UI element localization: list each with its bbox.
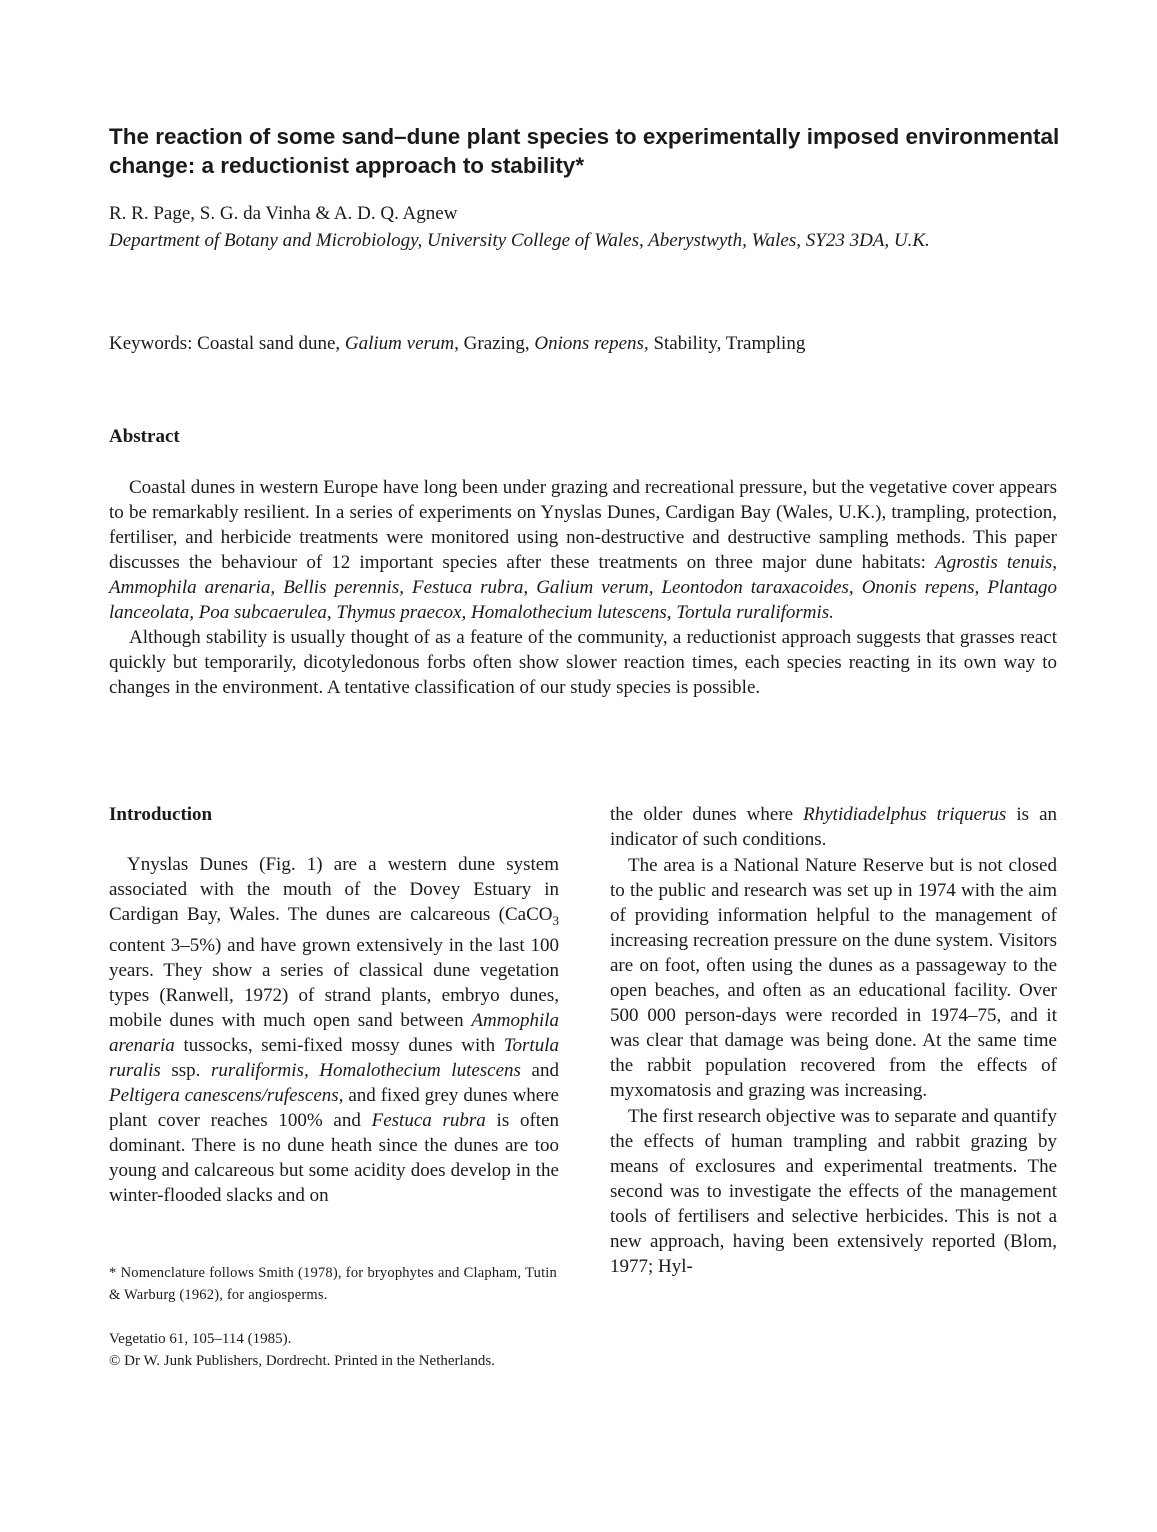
left-column [109,852,559,1208]
citation-volume: Vegetatio 61, 105–114 (1985). [109,1331,292,1347]
intro-paragraph-continued: the older dunes where Rhytidiadelphus triquerus is an indicator of such conditions. [610,804,1058,850]
intro-paragraph: Ynyslas Dunes (Fig. 1) are a western dune system associated with the mouth of the Dovey Estuary in Cardigan Bay, Wales. The dunes are calcareous (CaCO$_3$ content 3–5%) and have grown extensively in the last 100 years. They show a series of classical dune vegetation types (Ranwell, 1972) of strand plants, embryo dunes, mobile dunes with much open sand between Ammophila arenaria tussocks, semi-fixed mossy dunes with Tortula ruralis ssp. ruraliformis, Homalothecium lutescens and Peltigera canescens/rufescens, and fixed grey dunes where plant cover reaches 100% and Festuca rubra is often dominant. There is no dune heath since the dunes are too young and calcareous but some acidity does develop in the winter-flooded slacks and on [109,854,560,1206]
keywords [109,331,1059,356]
keywords-label: Keywords: [109,333,193,354]
intro-paragraph: The area is a National Nature Reserve but is not closed to the public and research was set up in 1974 with the aim of providing information helpful to the management of increasing recreation pressure on the dune system. Visitors are on foot, often using the dunes as a passageway to the open beaches, and often as an educational facility. Over 500 000 person-days were recorded in 1974–75, and it was clear that damage was being done. At the same time the rabbit population recovered from the effects of myxomatosis and grazing was increasing. [610,855,1057,1101]
keyword: Trampling [725,333,806,354]
keyword: Galium verum, [344,333,459,354]
affiliation: Department of Botany and Microbiology, University College of Wales, Aberystwyth, Wales, SY23 3DA, U.K. [109,230,930,251]
journal-citation [109,1328,495,1372]
keyword: Stability, [653,333,722,354]
right-column [610,802,1057,1279]
citation-copyright: © Dr W. Junk Publishers, Dordrecht. Printed in the Netherlands. [109,1353,495,1369]
abstract-heading: Abstract [109,426,180,447]
abstract-paragraph: Although stability is usually thought of as a feature of the community, a reductionist approach suggests that grasses react quickly but temporarily, dicotyledonous forbs often show slower reaction times, each species reacting in its own way to changes in the environment. A tentative classification of our study species is possible. [109,627,1057,698]
intro-paragraph: The first research objective was to separate and quantify the effects of human trampling and rabbit grazing by means of exclosures and experimental treatments. The second was to investigate the effects of the management tools of fertilisers and selective herbicides. This is not a new approach, having been extensively reported (Blom, 1977; Hyl- [610,1106,1057,1277]
abstract-species-list: Agrostis tenuis, Ammophila arenaria, Bellis perennis, Festuca rubra, Galium verum, Leontodon taraxacoides, Ononis repens, Plantago lanceolata, Poa subcaerulea, Thymus praecox, Homalothecium lutescens, Tortula ruraliformis. [109,552,1058,623]
abstract-body [109,475,1057,700]
footnote: * Nomenclature follows Smith (1978), for bryophytes and Clapham, Tutin & Warburg (1962), for angiosperms. [109,1265,557,1303]
authors: R. R. Page, S. G. da Vinha & A. D. Q. Agnew [109,203,458,224]
keyword: Coastal sand dune, [197,333,341,354]
keyword: Onions repens, [534,333,649,354]
paper-title: The reaction of some sand–dune plant species to experimentally imposed environmental change: a reductionist approach to stability* [109,124,1060,178]
keyword: Grazing, [463,333,530,354]
abstract-paragraph: Coastal dunes in western Europe have long been under grazing and recreational pressure, but the vegetative cover appears to be remarkably resilient. In a series of experiments on Ynyslas Dunes, Cardigan Bay (Wales, U.K.), trampling, protection, fertiliser, and herbicide treatments were monitored using non-destructive and destructive sampling methods. This paper discusses the behaviour of 12 important species after these treatments on three major dune habitats: Agrostis tenuis, Ammophila arenaria, Bellis perennis, Festuca rubra, Galium verum, Leontodon taraxacoides, Ononis repens, Plantago lanceolata, Poa subcaerulea, Thymus praecox, Homalothecium lutescens, Tortula ruraliformis. [109,477,1058,623]
introduction-heading: Introduction [109,804,213,825]
